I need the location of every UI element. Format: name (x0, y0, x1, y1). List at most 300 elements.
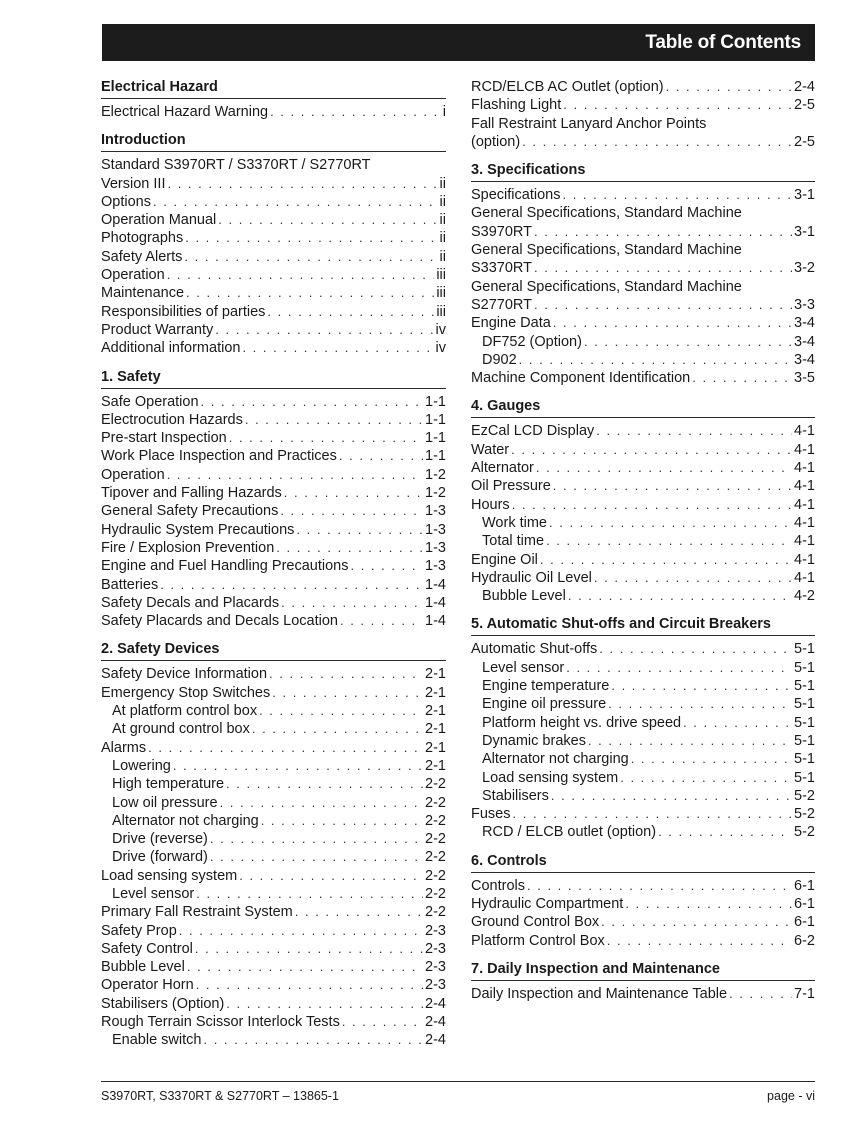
toc-entry[interactable] (101, 248, 446, 266)
toc-entry[interactable] (471, 186, 815, 204)
dot-leader (284, 484, 423, 502)
toc-entry-page: 2-1 (425, 739, 446, 756)
toc-section-introduction (101, 131, 446, 357)
toc-entry[interactable] (471, 78, 815, 96)
toc-entry-label: At platform control box (112, 703, 258, 720)
toc-entry[interactable] (101, 830, 446, 848)
toc-entry-page: 1-3 (425, 558, 446, 575)
toc-section-3-specifications (471, 161, 815, 387)
toc-entry[interactable] (471, 805, 815, 823)
toc-entry-label: Drive (reverse) (112, 831, 208, 848)
toc-entry-page: 6-1 (794, 877, 815, 894)
toc-entry-page: 2-2 (425, 794, 446, 811)
dot-leader (276, 539, 423, 557)
toc-entry-label: Safety Placards and Decals Location (101, 613, 338, 630)
toc-entry-page: iv (435, 340, 446, 357)
toc-entry-page: ii (439, 193, 446, 210)
toc-entry[interactable] (471, 913, 815, 931)
toc-entry[interactable] (101, 812, 446, 830)
toc-entry-label: Safety Device Information (101, 666, 268, 683)
toc-entry-label: Level sensor (112, 885, 195, 902)
toc-entry-label: Machine Component Identification (471, 370, 691, 387)
dot-leader (210, 848, 423, 866)
toc-entry-label: Level sensor (482, 659, 565, 676)
toc-section-5-automatic-shut-offs-and-circuit-breakers (471, 615, 815, 841)
dot-leader (252, 720, 423, 738)
toc-entry-label: Fuses (471, 806, 511, 823)
toc-entry[interactable] (471, 351, 815, 369)
toc-section-continued (471, 78, 815, 151)
toc-entry[interactable] (101, 720, 446, 738)
toc-entry[interactable] (101, 885, 446, 903)
toc-entry[interactable] (471, 333, 815, 351)
toc-entry[interactable] (101, 103, 446, 121)
toc-entry-label: Dynamic brakes (482, 732, 586, 749)
toc-entry-label: S2770RT (471, 296, 532, 313)
toc-entry[interactable] (471, 551, 815, 569)
footer-page-number: page - vi (767, 1089, 815, 1103)
toc-entry-page: 3-3 (794, 296, 815, 313)
toc-section-1-safety (101, 368, 446, 631)
toc-entry-label: Operation Manual (101, 212, 217, 229)
toc-entry[interactable] (101, 775, 446, 793)
toc-entry-page: 5-1 (794, 659, 815, 676)
dot-leader (536, 459, 792, 477)
toc-entry[interactable] (471, 459, 815, 477)
toc-entry-label: Stabilisers (482, 787, 549, 804)
toc-entry[interactable] (471, 769, 815, 787)
toc-entry-label: Operation (101, 466, 165, 483)
toc-entry[interactable] (471, 259, 815, 277)
toc-entry-label: EzCal LCD Display (471, 423, 595, 440)
dot-leader (527, 877, 792, 895)
toc-entry-page: 2-4 (425, 995, 446, 1012)
dot-leader (187, 958, 423, 976)
dot-leader (540, 551, 792, 569)
toc-entry[interactable] (471, 640, 815, 658)
toc-entry-page: 2-1 (425, 721, 446, 738)
toc-entry[interactable] (101, 447, 446, 465)
toc-entry-page: 1-3 (425, 503, 446, 520)
toc-section-7-daily-inspection-and-maintenance (471, 960, 815, 1003)
section-heading: Electrical Hazard (101, 78, 446, 99)
toc-entry-label: Additional information (101, 340, 241, 357)
toc-entry[interactable] (471, 532, 815, 550)
toc-entry-label: Hydraulic Oil Level (471, 569, 592, 586)
toc-entry[interactable] (471, 823, 815, 841)
section-heading: 4. Gauges (471, 397, 815, 418)
toc-entry[interactable] (101, 303, 446, 321)
toc-entry[interactable] (471, 514, 815, 532)
toc-entry[interactable] (101, 393, 446, 411)
dot-leader (546, 532, 792, 550)
toc-entry-page: 5-2 (794, 787, 815, 804)
toc-entry-page: 2-1 (425, 703, 446, 720)
section-heading: 6. Controls (471, 852, 815, 873)
dot-leader (229, 429, 423, 447)
dot-leader (562, 186, 792, 204)
toc-entry-page: ii (439, 230, 446, 247)
toc-entry-page: i (442, 104, 446, 120)
toc-entry[interactable] (101, 684, 446, 702)
dot-leader (608, 695, 792, 713)
toc-entry[interactable] (101, 521, 446, 539)
toc-entry[interactable] (101, 557, 446, 575)
toc-entry-page: 3-1 (794, 223, 815, 240)
toc-entry-label: Alternator not charging (112, 812, 259, 829)
toc-entry-title-line: Fall Restraint Lanyard Anchor Points (471, 115, 707, 132)
toc-entry-page: 2-4 (425, 1032, 446, 1049)
toc-entry-page: iv (435, 321, 446, 338)
toc-entry-page: 6-2 (794, 932, 815, 949)
toc-entry-page: 2-2 (425, 885, 446, 902)
toc-entry-page: 3-4 (794, 333, 815, 350)
toc-entry[interactable] (101, 594, 446, 612)
dot-leader (692, 369, 792, 387)
dot-leader (607, 932, 792, 950)
toc-entry-label: RCD/ELCB AC Outlet (option) (471, 79, 664, 95)
dot-leader (242, 339, 433, 357)
toc-entry-page: 4-1 (794, 460, 815, 477)
toc-entry-page: 4-1 (794, 496, 815, 513)
toc-entry-label: Engine temperature (482, 678, 610, 695)
toc-entry-page: 6-1 (794, 895, 815, 912)
dot-leader (568, 587, 792, 605)
toc-entry-label: Maintenance (101, 285, 185, 302)
toc-entry[interactable] (471, 932, 815, 950)
toc-entry-label: Hours (471, 496, 510, 513)
toc-column-left (101, 78, 446, 1060)
toc-entry[interactable] (101, 612, 446, 630)
dot-leader (625, 895, 792, 913)
toc-entry-title-line: General Specifications, Standard Machine (471, 205, 742, 222)
toc-entry[interactable] (101, 193, 446, 211)
toc-entry-label: Batteries (101, 576, 159, 593)
toc-entry-label: Electrocution Hazards (101, 411, 243, 428)
toc-entry-label: Bubble Level (101, 959, 185, 976)
toc-entry-page: 2-2 (425, 904, 446, 921)
dot-leader (280, 502, 423, 520)
toc-entry-page: 1-3 (425, 539, 446, 556)
toc-entry[interactable] (101, 1013, 446, 1031)
toc-entry[interactable] (101, 484, 446, 502)
toc-entry[interactable] (471, 569, 815, 587)
toc-entry[interactable] (101, 739, 446, 757)
toc-entry-label: Engine oil pressure (482, 696, 607, 713)
dot-leader (599, 640, 792, 658)
toc-entry-label: Safety Decals and Placards (101, 594, 280, 611)
toc-entry-page: 3-4 (794, 315, 815, 332)
toc-entry-label: (option) (471, 133, 521, 150)
toc-entry-label: Bubble Level (482, 588, 566, 605)
toc-entry[interactable] (101, 266, 446, 284)
dot-leader (296, 521, 423, 539)
toc-entry-page: 3-1 (794, 187, 815, 204)
toc-entry-page: 1-4 (425, 613, 446, 630)
toc-entry-page: 1-4 (425, 576, 446, 593)
toc-entry-label: Operator Horn (101, 977, 194, 994)
toc-entry-label: Safety Prop (101, 922, 177, 939)
footer-divider (101, 1081, 815, 1082)
toc-entry-label: S3370RT (471, 260, 532, 277)
section-heading: 3. Specifications (471, 161, 815, 182)
toc-entry[interactable] (101, 702, 446, 720)
toc-entry[interactable] (101, 576, 446, 594)
toc-entry[interactable] (471, 750, 815, 768)
toc-entry-label: Ground Control Box (471, 914, 600, 931)
toc-entry-page: 5-1 (794, 678, 815, 695)
dot-leader (350, 557, 423, 575)
dot-leader (340, 612, 423, 630)
toc-entry-page: 3-4 (794, 351, 815, 368)
dot-leader (658, 823, 792, 841)
toc-entry-label: Drive (forward) (112, 849, 208, 866)
dot-leader (203, 1031, 423, 1049)
section-heading: Introduction (101, 131, 446, 152)
dot-leader (295, 903, 423, 921)
toc-entry-label: Alarms (101, 739, 147, 756)
toc-entry[interactable] (471, 422, 815, 440)
toc-entry-label: Safe Operation (101, 393, 199, 410)
toc-entry-label: Oil Pressure (471, 478, 551, 495)
toc-entry-label: RCD / ELCB outlet (option) (482, 824, 657, 841)
toc-entry-page: 2-5 (794, 133, 815, 150)
toc-entry[interactable] (471, 223, 815, 241)
toc-entry[interactable] (101, 229, 446, 247)
dot-leader (551, 787, 792, 805)
toc-entry-page: 4-1 (794, 569, 815, 586)
toc-entry[interactable] (101, 665, 446, 683)
toc-entry[interactable] (471, 369, 815, 387)
toc-entry-label: Version III (101, 175, 166, 192)
dot-leader (196, 976, 423, 994)
toc-entry-page: 2-3 (425, 940, 446, 957)
toc-entry-label: Load sensing system (482, 769, 619, 786)
dot-leader (611, 677, 792, 695)
toc-entry[interactable] (471, 677, 815, 695)
toc-entry-page: iii (436, 285, 446, 302)
toc-entry[interactable] (101, 958, 446, 976)
toc-entry[interactable] (101, 976, 446, 994)
toc-entry-page: 1-2 (425, 466, 446, 483)
toc-entry[interactable] (101, 284, 446, 302)
toc-entry-page: 2-1 (425, 666, 446, 683)
toc-entry-label: Operation (101, 267, 165, 284)
toc-entry[interactable] (471, 96, 815, 114)
toc-entry-page: 4-1 (794, 533, 815, 550)
dot-leader (272, 684, 423, 702)
toc-entry-page: 4-1 (794, 551, 815, 568)
toc-entry-page: 3-5 (794, 370, 815, 387)
toc-entry-page: 2-1 (425, 757, 446, 774)
toc-entry-label: Platform height vs. drive speed (482, 714, 682, 731)
dot-leader (179, 922, 423, 940)
toc-entry-page: 2-2 (425, 776, 446, 793)
toc-entry-label: Controls (471, 877, 525, 894)
toc-entry[interactable] (471, 441, 815, 459)
toc-entry[interactable] (101, 539, 446, 557)
toc-entry-page: 5-2 (794, 824, 815, 841)
dot-leader (339, 447, 423, 465)
dot-leader (511, 441, 792, 459)
toc-entry[interactable] (101, 867, 446, 885)
toc-entry-page: 1-1 (425, 430, 446, 447)
dot-leader (519, 351, 792, 369)
dot-leader (185, 229, 437, 247)
toc-entry[interactable] (471, 133, 815, 151)
toc-entry[interactable] (471, 659, 815, 677)
toc-entry-label: Engine and Fuel Handling Precautions (101, 558, 349, 575)
toc-entry[interactable] (101, 903, 446, 921)
toc-entry[interactable] (101, 466, 446, 484)
toc-entry-page: 1-4 (425, 594, 446, 611)
toc-entry[interactable] (471, 714, 815, 732)
dot-leader (239, 867, 423, 885)
toc-entry-page: iii (436, 303, 446, 320)
toc-entry[interactable] (101, 922, 446, 940)
dot-leader (553, 314, 792, 332)
toc-entry[interactable] (471, 587, 815, 605)
dot-leader (729, 985, 792, 1003)
dot-leader (184, 248, 437, 266)
dot-leader (588, 732, 792, 750)
toc-entry[interactable] (101, 429, 446, 447)
toc-entry-page: iii (436, 267, 446, 284)
dot-leader (553, 477, 792, 495)
toc-section-4-gauges (471, 397, 815, 605)
toc-entry[interactable] (101, 211, 446, 229)
toc-entry[interactable] (471, 477, 815, 495)
toc-entry-page: 5-1 (794, 751, 815, 768)
dot-leader (512, 496, 792, 514)
toc-entry[interactable] (101, 502, 446, 520)
dot-leader (534, 259, 792, 277)
dot-leader (513, 805, 793, 823)
toc-entry-page: 4-2 (794, 588, 815, 605)
toc-entry[interactable] (471, 985, 815, 1003)
toc-entry-label: Specifications (471, 187, 561, 204)
dot-leader (196, 885, 423, 903)
dot-leader (281, 594, 423, 612)
dot-leader (549, 514, 792, 532)
toc-entry-label: Responsibilities of parties (101, 303, 266, 320)
toc-entry[interactable] (101, 1031, 446, 1049)
toc-entry-page: 1-3 (425, 521, 446, 538)
toc-entry-label: High temperature (112, 776, 225, 793)
dot-leader (218, 211, 437, 229)
toc-entry-page: 2-3 (425, 922, 446, 939)
toc-entry-label: Low oil pressure (112, 794, 218, 811)
toc-entry-page: ii (439, 212, 446, 229)
toc-entry-label: Photographs (101, 230, 184, 247)
dot-leader (226, 775, 423, 793)
dot-leader (201, 393, 423, 411)
toc-entry[interactable] (101, 411, 446, 429)
toc-entry-page: 4-1 (794, 478, 815, 495)
toc-entry-page: 1-1 (425, 393, 446, 410)
toc-entry-page: 5-1 (794, 714, 815, 731)
toc-entry-label: Daily Inspection and Maintenance Table (471, 985, 728, 1002)
toc-entry-page: 2-4 (425, 1014, 446, 1031)
toc-entry[interactable] (471, 895, 815, 913)
toc-entry[interactable] (101, 848, 446, 866)
dot-leader (195, 940, 423, 958)
toc-entry-page: ii (439, 175, 446, 192)
dot-leader (534, 223, 792, 241)
dot-leader (148, 739, 423, 757)
toc-entry-label: Lowering (112, 757, 171, 774)
toc-entry-page: 2-3 (425, 977, 446, 994)
toc-entry-label: Tipover and Falling Hazards (101, 485, 282, 502)
toc-entry-page: ii (439, 248, 446, 265)
toc-entry-label: Options (101, 193, 151, 210)
toc-entry-page: 6-1 (794, 914, 815, 931)
toc-entry[interactable] (471, 296, 815, 314)
dot-leader (631, 750, 792, 768)
section-heading: 7. Daily Inspection and Maintenance (471, 960, 815, 981)
toc-entry-label: Pre-start Inspection (101, 430, 227, 447)
dot-leader (584, 333, 792, 351)
toc-entry-label: Platform Control Box (471, 932, 605, 949)
toc-entry-page: 2-1 (425, 684, 446, 701)
dot-leader (261, 812, 423, 830)
toc-entry-label: DF752 (Option) (482, 333, 582, 350)
page-title: Table of Contents (645, 31, 801, 53)
section-heading: 1. Safety (101, 368, 446, 389)
toc-entry-label: At ground control box (112, 721, 250, 738)
toc-entry[interactable] (471, 787, 815, 805)
toc-entry[interactable] (471, 314, 815, 332)
toc-entry-label: Engine Data (471, 315, 551, 332)
dot-leader (594, 569, 792, 587)
toc-entry-label: Stabilisers (Option) (101, 995, 225, 1012)
toc-entry-page: 4-1 (794, 514, 815, 531)
dot-leader (220, 794, 423, 812)
toc-entry[interactable] (101, 321, 446, 339)
toc-entry-page: 2-2 (425, 812, 446, 829)
toc-entry[interactable] (471, 695, 815, 713)
toc-entry-label: Product Warranty (101, 321, 214, 338)
toc-entry[interactable] (101, 175, 446, 193)
dot-leader (563, 96, 792, 114)
toc-entry-page: 2-2 (425, 849, 446, 866)
toc-entry[interactable] (471, 496, 815, 514)
toc-entry-page: 1-2 (425, 485, 446, 502)
dot-leader (267, 303, 434, 321)
toc-entry-page: 2-4 (794, 79, 815, 95)
toc-entry-page: 5-1 (794, 732, 815, 749)
toc-entry-page: 7-1 (794, 985, 815, 1002)
toc-entry[interactable] (101, 339, 446, 357)
toc-entry-label: Work time (482, 514, 547, 531)
dot-leader (270, 103, 441, 121)
dot-leader (186, 284, 434, 302)
toc-entry[interactable] (471, 877, 815, 895)
dot-leader (160, 576, 423, 594)
toc-column-right (471, 78, 815, 1013)
toc-entry[interactable] (101, 995, 446, 1013)
toc-entry-label: Fire / Explosion Prevention (101, 539, 275, 556)
toc-entry-page: 5-1 (794, 769, 815, 786)
toc-entry-label: Flashing Light (471, 97, 562, 114)
toc-entry[interactable] (101, 757, 446, 775)
toc-entry[interactable] (101, 794, 446, 812)
footer-model-text: S3970RT, S3370RT & S2770RT – 13865-1 (101, 1089, 339, 1103)
toc-entry-label: Alternator (471, 460, 534, 477)
toc-entry-label: Rough Terrain Scissor Interlock Tests (101, 1014, 340, 1031)
toc-entry[interactable] (101, 940, 446, 958)
toc-entry[interactable] (471, 732, 815, 750)
